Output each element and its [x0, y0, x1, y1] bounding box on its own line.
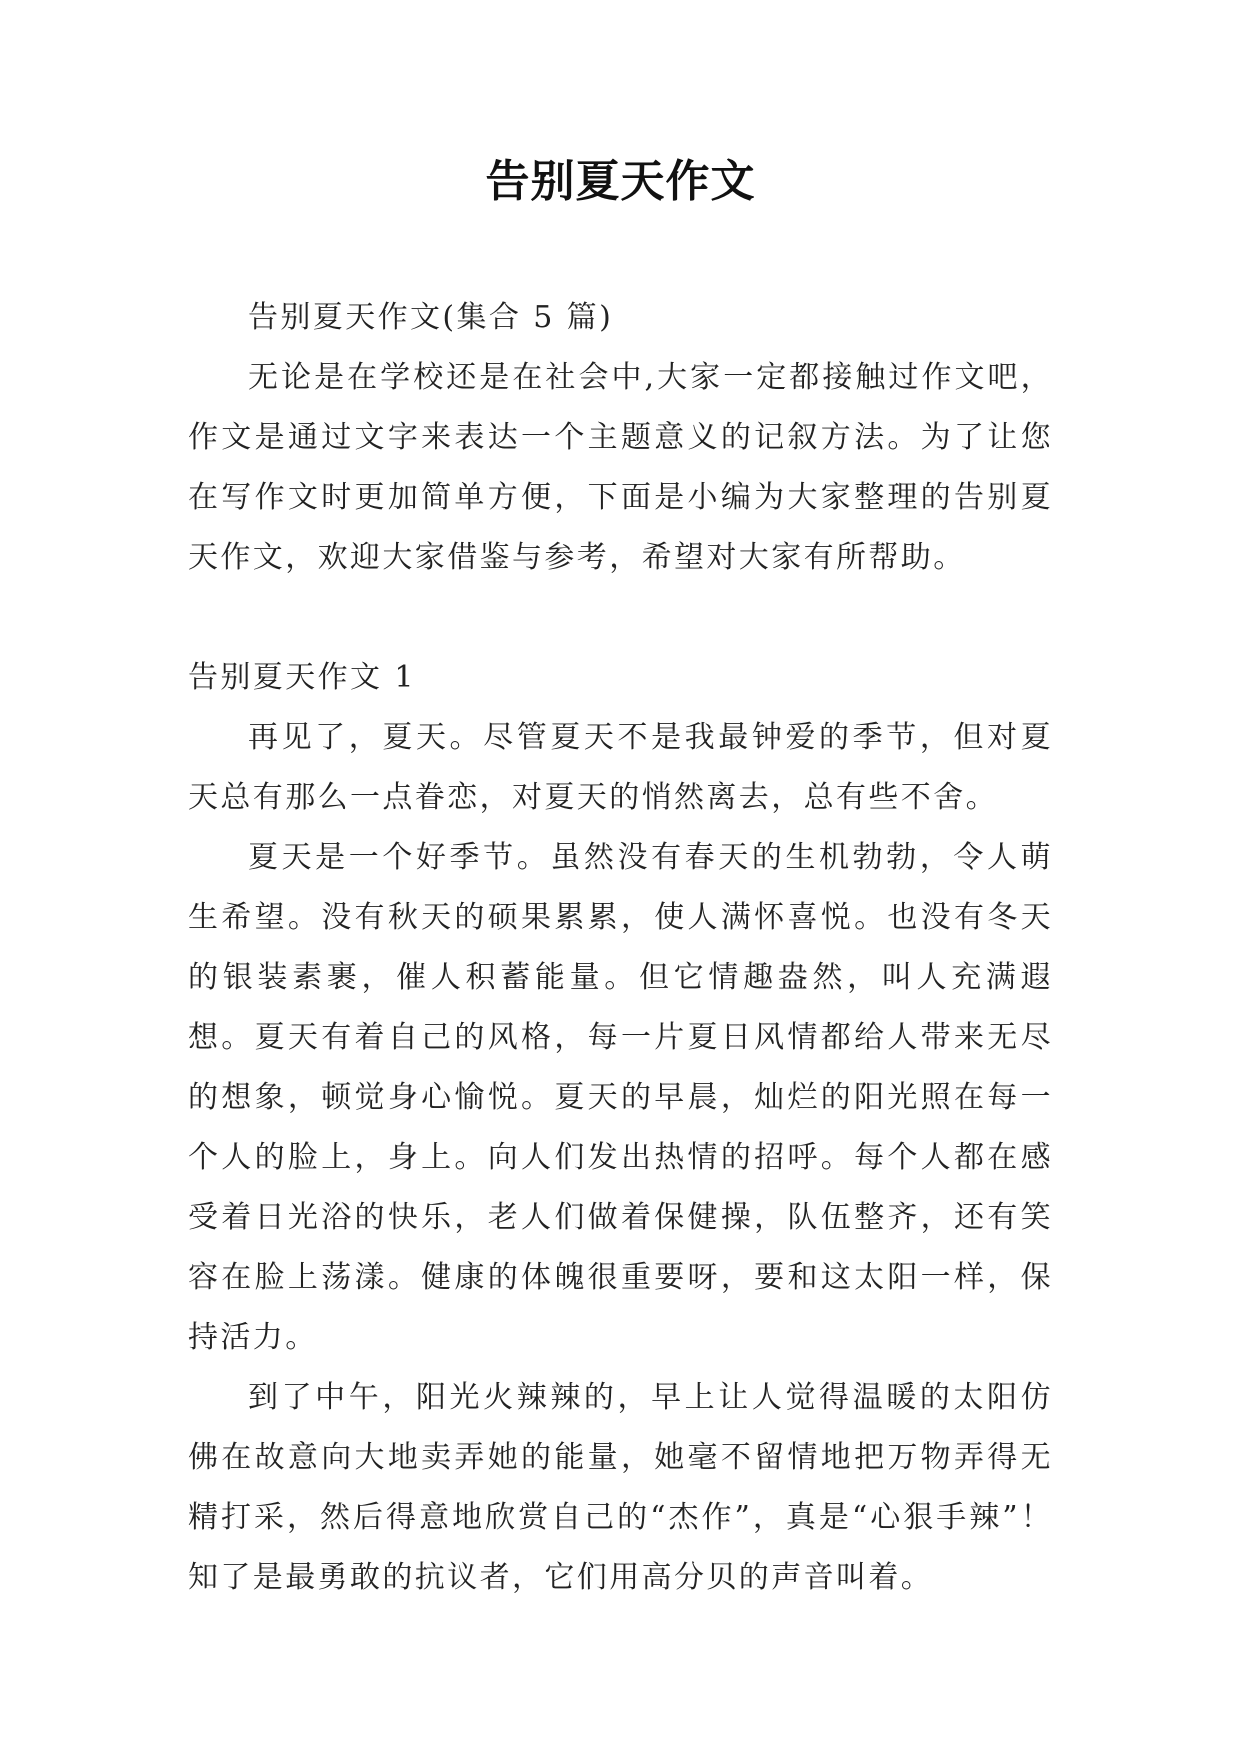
document-subtitle: 告别夏天作文(集合 5 篇)	[248, 300, 614, 335]
body-paragraph: 再见了，夏天。尽管夏天不是我最钟爱的季节，但对夏天总有那么一点眷恋，对夏天的悄然离去，总有些不舍。	[188, 720, 1053, 815]
section-spacer	[188, 588, 1053, 648]
document-title: 告别夏天作文	[485, 156, 756, 207]
section-heading: 告别夏天作文 1	[188, 660, 416, 695]
document-body	[188, 288, 1053, 1608]
body-paragraph: 夏天是一个好季节。虽然没有春天的生机勃勃，令人萌生希望。没有秋天的硕果累累，使人满怀喜悦。也没有冬天的银装素裹，催人积蓄能量。但它情趣盎然，叫人充满遐想。夏天有着自己的风格，每一片夏日风情都给人带来无尽的想象，顿觉身心愉悦。夏天的早晨，灿烂的阳光照在每一个人的脸上，身上。向人们发出热情的招呼。每个人都在感受着日光浴的快乐，老人们做着保健操，队伍整齐，还有笑容在脸上荡漾。健康的体魄很重要呀，要和这太阳一样，保持活力。	[188, 840, 1053, 1355]
intro-paragraph: 无论是在学校还是在社会中,大家一定都接触过作文吧，作文是通过文字来表达一个主题意义的记叙方法。为了让您在写作文时更加简单方便，下面是小编为大家整理的告别夏天作文，欢迎大家借鉴与参考，希望对大家有所帮助。	[188, 360, 1053, 575]
body-paragraph: 到了中午，阳光火辣辣的，早上让人觉得温暖的太阳仿佛在故意向大地卖弄她的能量，她毫不留情地把万物弄得无精打采，然后得意地欣赏自己的“杰作”，真是“心狠手辣”！知了是最勇敢的抗议者，它们用高分贝的声音叫着。	[188, 1380, 1053, 1595]
